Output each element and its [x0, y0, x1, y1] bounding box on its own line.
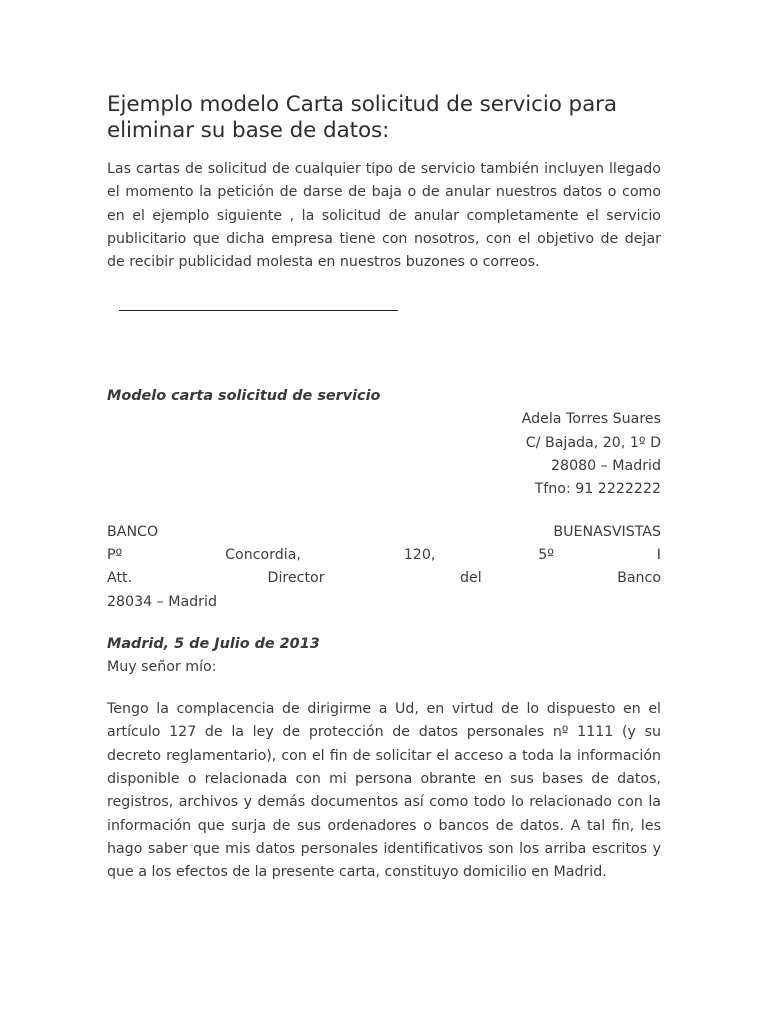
horizontal-rule [119, 310, 398, 311]
recipient-word: Pº [107, 546, 123, 563]
recipient-word: BUENASVISTAS [553, 523, 661, 540]
recipient-word: del [459, 570, 482, 587]
recipient-word: 120, [403, 546, 436, 563]
recipient-word: Concordia, [225, 546, 301, 563]
document-title: Ejemplo modelo Carta solicitud de servicio para eliminar su base de datos: [107, 92, 617, 143]
document-page [107, 92, 661, 885]
sender-phone: Tfno: 91 2222222 [534, 481, 661, 498]
sender-city: 28080 – Madrid [551, 458, 661, 475]
intro-paragraph: Las cartas de solicitud de cualquier tipo de servicio también incluyen llegado el momento la petición de darse de baja o de anular nuestros datos o como en el ejemplo siguiente , la solicitud de anular completamente el servicio publicitario que dicha empresa tiene con nosotros, con el objetivo de dejar de recibir publicidad molesta en nuestros buzones o correos. [107, 161, 661, 271]
recipient-line-1 [107, 521, 661, 544]
section-heading: Modelo carta solicitud de servicio [107, 388, 381, 405]
sender-address-block [107, 408, 661, 501]
recipient-word: I [656, 546, 661, 563]
recipient-word: Director [267, 570, 325, 587]
recipient-line-4: 28034 – Madrid [107, 593, 217, 610]
recipient-word: BANCO [107, 523, 159, 540]
body-paragraph: Tengo la complacencia de dirigirme a Ud, en virtud de lo dispuesto en el artículo 127 de la ley de protección de datos personales nº 1111 (y su decreto reglamentario), con el fin de solicitar el acceso a toda la información disponible o relacionada con mi persona obrante en sus bases de datos, registros, archivos y demás documentos así como todo lo relacionado con la información que surja de sus ordenadores o bancos de datos. A tal fin, les hago saber que mis datos personales identificativos son los arriba escritos y que a los efectos de la presente carta, constituyo domicilio en Madrid. [107, 701, 661, 881]
recipient-word: Att. [107, 570, 133, 587]
recipient-line-3 [107, 567, 661, 590]
recipient-word: 5º [538, 546, 554, 563]
recipient-line-2 [107, 544, 661, 567]
salutation: Muy señor mío: [107, 658, 217, 675]
sender-name: Adela Torres Suares [521, 411, 661, 428]
letter-date: Madrid, 5 de Julio de 2013 [107, 635, 320, 652]
recipient-address-block [107, 521, 661, 614]
sender-street: C/ Bajada, 20, 1º D [525, 434, 661, 451]
recipient-word: Banco [617, 570, 661, 587]
